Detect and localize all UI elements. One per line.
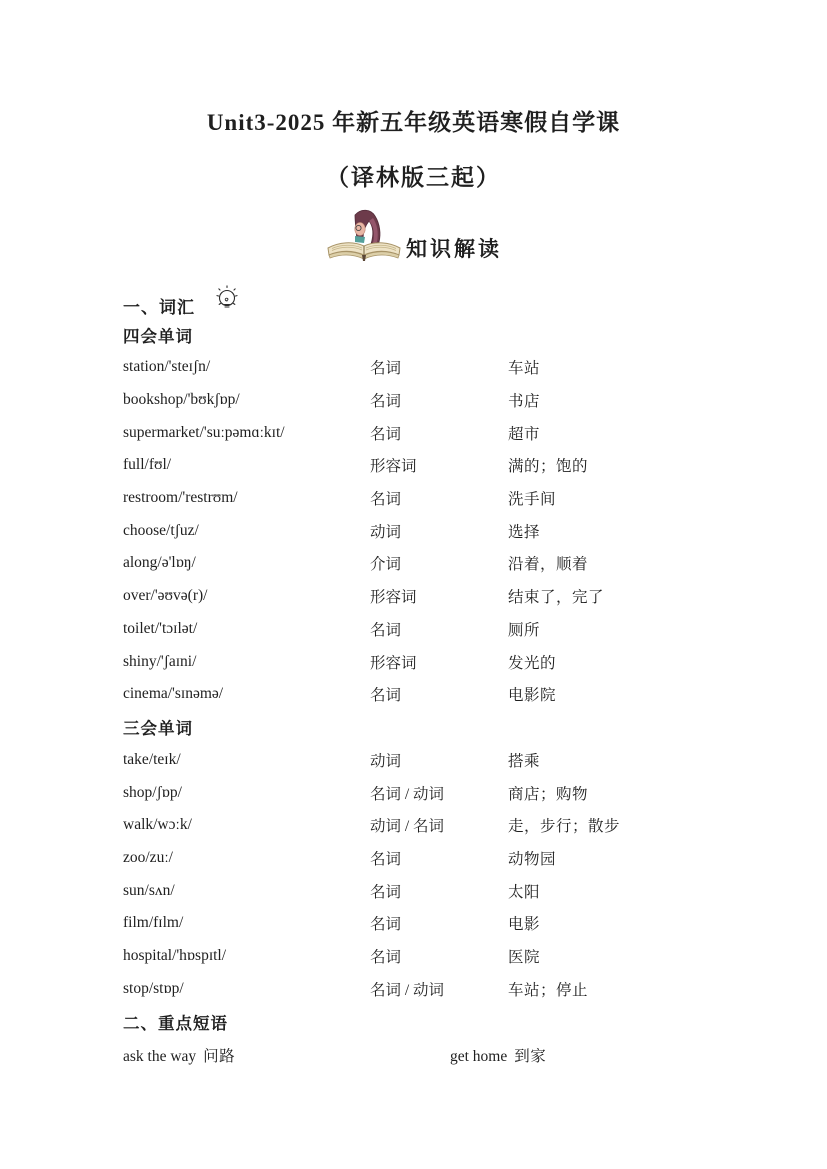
vocab-row bbox=[123, 874, 737, 907]
knowledge-banner bbox=[0, 204, 827, 268]
vocab-row bbox=[123, 972, 737, 1005]
word-cell: along/ə'lɒŋ/ bbox=[123, 554, 196, 572]
word-cell: shiny/'ʃaɪni/ bbox=[123, 652, 197, 670]
phrase-row bbox=[123, 1038, 737, 1071]
meaning-cell: 医院 bbox=[508, 949, 541, 967]
pos-cell: 名词 bbox=[370, 850, 402, 868]
phrase-chinese: 问路 bbox=[203, 1047, 236, 1065]
pos-cell: 名词 bbox=[370, 360, 402, 378]
vocab-row bbox=[123, 482, 737, 515]
word-cell: cinema/'sɪnəmə/ bbox=[123, 685, 224, 703]
pos-cell: 名词 bbox=[370, 687, 402, 705]
pos-cell: 形容词 bbox=[370, 589, 417, 607]
word-cell: over/'əʊvə(r)/ bbox=[123, 587, 208, 605]
vocab-row bbox=[123, 514, 737, 547]
word-cell: hospital/'hɒspɪtl/ bbox=[123, 947, 227, 965]
word-cell: film/fɪlm/ bbox=[123, 914, 184, 932]
pos-cell: 名词 bbox=[370, 916, 402, 934]
pos-cell: 名词 / 动词 bbox=[370, 981, 445, 999]
vocab-row bbox=[123, 907, 737, 940]
pos-cell: 形容词 bbox=[370, 654, 417, 672]
meaning-cell: 搭乘 bbox=[508, 752, 541, 770]
meaning-cell: 结束了，完了 bbox=[508, 589, 605, 607]
word-cell: station/'steɪʃn/ bbox=[123, 358, 211, 376]
meaning-cell: 书店 bbox=[508, 393, 541, 411]
pos-cell: 动词 bbox=[370, 752, 402, 770]
word-cell: sun/sʌn/ bbox=[123, 881, 175, 899]
pos-cell: 名词 / 动词 bbox=[370, 785, 445, 803]
vocab-row bbox=[123, 744, 737, 777]
vocab-row bbox=[123, 547, 737, 580]
girl-reading-book-icon bbox=[325, 206, 403, 268]
pos-cell: 名词 bbox=[370, 621, 402, 639]
word-cell: stop/stɒp/ bbox=[123, 979, 184, 997]
pos-cell: 名词 bbox=[370, 949, 402, 967]
pos-cell: 名词 bbox=[370, 491, 402, 509]
vocab-row bbox=[123, 678, 737, 711]
meaning-cell: 满的；饱的 bbox=[508, 458, 589, 476]
lightbulb-icon bbox=[213, 279, 241, 316]
phrase-english: get home bbox=[450, 1047, 508, 1065]
meaning-cell: 发光的 bbox=[508, 654, 557, 672]
word-cell: zoo/zuː/ bbox=[123, 848, 173, 866]
meaning-cell: 洗手间 bbox=[508, 491, 557, 509]
word-cell: walk/wɔːk/ bbox=[123, 816, 192, 834]
meaning-cell: 电影院 bbox=[508, 687, 557, 705]
vocab-row bbox=[123, 842, 737, 875]
word-cell: full/fʊl/ bbox=[123, 456, 172, 474]
page-title-line2: （译林版三起） bbox=[326, 165, 501, 190]
meaning-cell: 超市 bbox=[508, 425, 541, 443]
meaning-cell: 商店；购物 bbox=[508, 785, 589, 803]
vocab-row bbox=[123, 416, 737, 449]
page-title-line1: Unit3-2025 年新五年级英语寒假自学课 bbox=[206, 110, 621, 135]
word-cell: take/teɪk/ bbox=[123, 750, 181, 768]
vocab-heading-text: 一、词汇 bbox=[123, 298, 195, 317]
document-content bbox=[123, 282, 737, 1071]
pos-cell: 名词 bbox=[370, 883, 402, 901]
pos-cell: 动词 bbox=[370, 523, 402, 541]
word-cell: choose/tʃuz/ bbox=[123, 521, 199, 539]
vocab-row bbox=[123, 940, 737, 973]
word-cell: supermarket/'suːpəmɑːkɪt/ bbox=[123, 423, 285, 441]
pos-cell: 名词 bbox=[370, 425, 402, 443]
vocab-row bbox=[123, 384, 737, 417]
meaning-cell: 选择 bbox=[508, 523, 541, 541]
key-phrases-heading: 二、重点短语 bbox=[123, 1013, 228, 1033]
vocab-row bbox=[123, 809, 737, 842]
vocab-row bbox=[123, 776, 737, 809]
meaning-cell: 车站；停止 bbox=[508, 981, 589, 999]
pos-cell: 名词 bbox=[370, 393, 402, 411]
phrase-english: ask the way bbox=[123, 1047, 197, 1065]
word-cell: toilet/'tɔɪlət/ bbox=[123, 619, 198, 637]
section-heading-vocabulary bbox=[123, 282, 737, 318]
phrase-item bbox=[450, 1044, 737, 1066]
word-cell: shop/ʃɒp/ bbox=[123, 783, 182, 801]
meaning-cell: 沿着，顺着 bbox=[508, 556, 589, 574]
phrase-item bbox=[123, 1044, 450, 1066]
vocab-row bbox=[123, 645, 737, 678]
meaning-cell: 太阳 bbox=[508, 883, 541, 901]
meaning-cell: 动物园 bbox=[508, 850, 557, 868]
pos-cell: 形容词 bbox=[370, 458, 417, 476]
word-cell: bookshop/'bʊkʃɒp/ bbox=[123, 391, 240, 409]
phrase-chinese: 到家 bbox=[514, 1047, 547, 1065]
vocab-row bbox=[123, 580, 737, 613]
three-skill-words-heading: 三会单词 bbox=[123, 719, 193, 739]
four-skill-words-heading: 四会单词 bbox=[123, 326, 193, 346]
word-cell: restroom/'restrʊm/ bbox=[123, 489, 238, 507]
meaning-cell: 电影 bbox=[508, 916, 541, 934]
meaning-cell: 走，步行；散步 bbox=[508, 818, 621, 836]
vocab-row bbox=[123, 613, 737, 646]
meaning-cell: 车站 bbox=[508, 360, 541, 378]
pos-cell: 动词 / 名词 bbox=[370, 818, 445, 836]
meaning-cell: 厕所 bbox=[508, 621, 541, 639]
banner-label: 知识解读 bbox=[406, 237, 502, 261]
pos-cell: 介词 bbox=[370, 556, 402, 574]
vocab-row bbox=[123, 449, 737, 482]
vocab-row bbox=[123, 351, 737, 384]
